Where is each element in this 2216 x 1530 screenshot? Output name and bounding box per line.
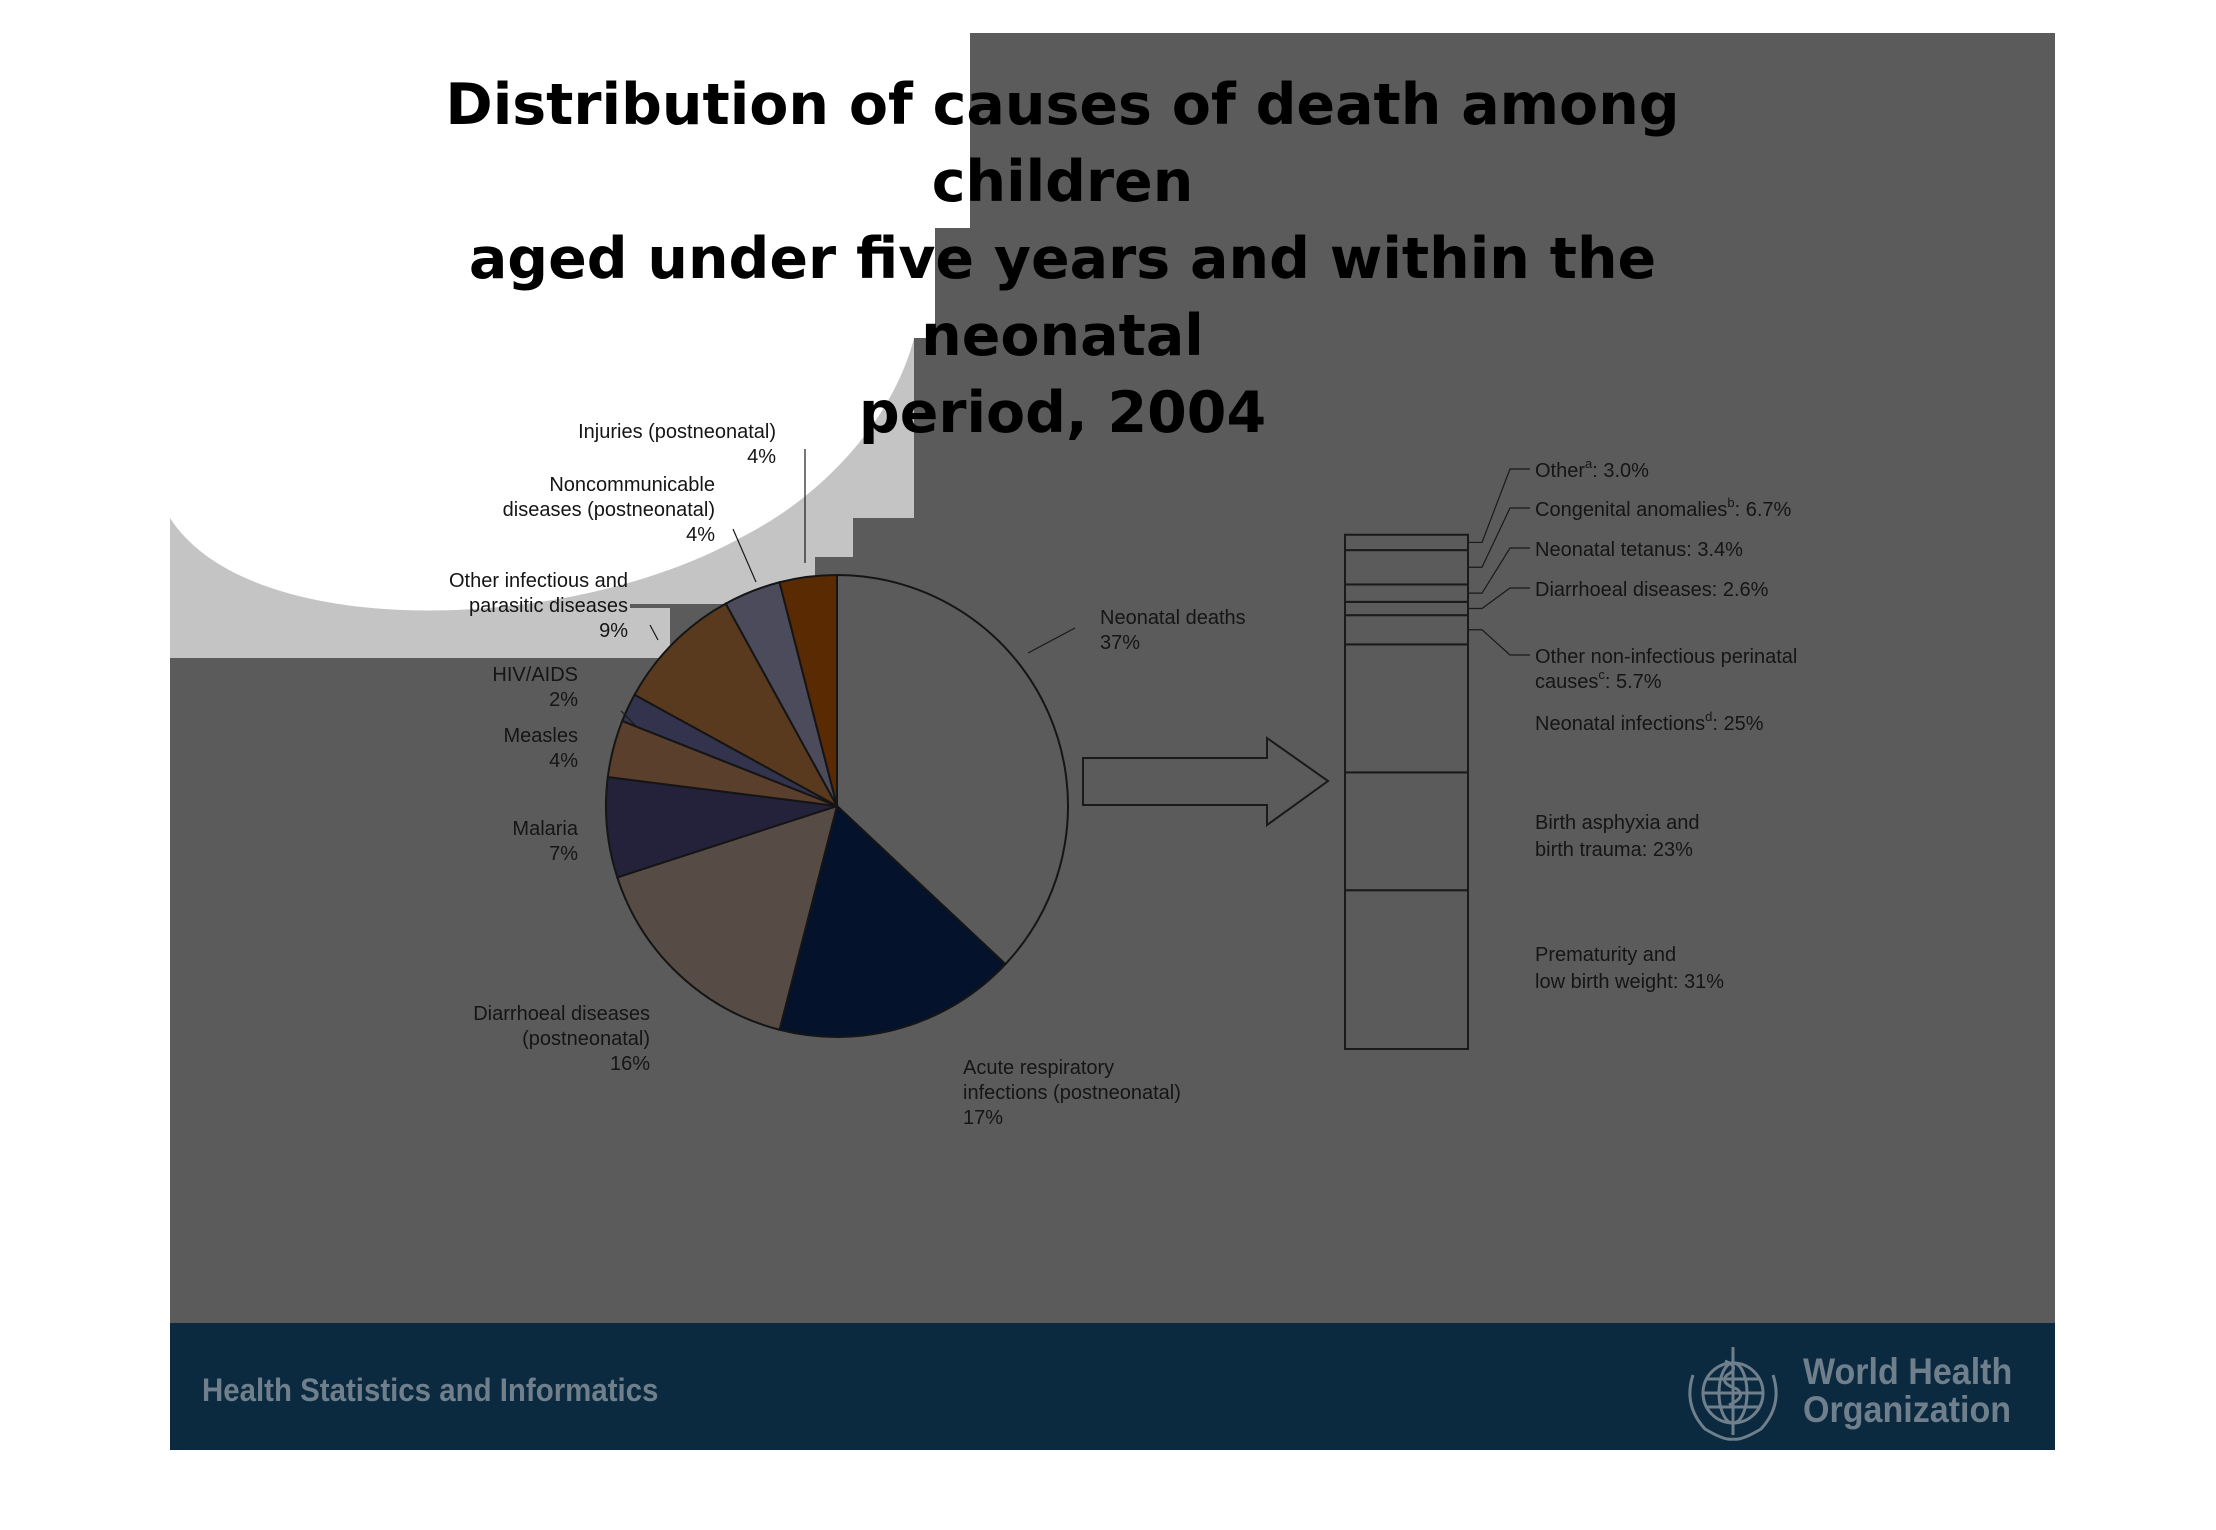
bar-segment (1345, 584, 1468, 601)
bar-segment-label: Prematurity and low birth weight: 31% (1535, 944, 1724, 993)
leader-line (733, 529, 756, 582)
bar-segment (1345, 550, 1468, 584)
footer-bar (170, 1323, 2055, 1450)
title-line-3: period, 2004 (858, 380, 1267, 446)
bar-segment (1345, 535, 1468, 550)
leader-line (650, 625, 658, 640)
leader-line (1468, 630, 1530, 655)
leader-line (1468, 548, 1530, 593)
bar-segment (1345, 772, 1468, 890)
chart-area (170, 33, 2055, 1323)
bar-segment-label: Neonatal infections$^d$: 25% (1535, 709, 1764, 735)
stacked-bar (1345, 535, 1468, 1049)
bar-segment (1345, 615, 1468, 644)
pie-slice-label: Malaria 7% (512, 818, 578, 865)
pie-slice-label: Other infectious and parasitic diseases 9% (449, 570, 628, 642)
pie-slice-label: Noncommunicable diseases (postneonatal) 4% (502, 474, 715, 546)
pie-slice-label: Measles 4% (503, 725, 578, 772)
who-name (1803, 1353, 2012, 1429)
bar-segment (1345, 644, 1468, 772)
bar-segment-label: Other$^a$: 3.0% (1535, 456, 1649, 482)
bar-segment (1345, 890, 1468, 1049)
pie-slice-label: Neonatal deaths 37% (1100, 607, 1246, 654)
bar-segment-label: Diarrhoeal diseases: 2.6% (1535, 579, 1769, 601)
slide (170, 33, 2055, 1450)
bar-segment-label: Neonatal tetanus: 3.4% (1535, 539, 1743, 561)
bar-segment (1345, 602, 1468, 615)
who-logo (1675, 1335, 2035, 1445)
who-emblem-icon (1675, 1335, 1795, 1445)
pie-slice-label: HIV/AIDS 2% (492, 664, 578, 711)
arrow-shape (1083, 738, 1328, 825)
leader-line (1468, 588, 1530, 609)
pie-slice-label: Acute respiratory infections (postneonatal) 17% (963, 1057, 1181, 1129)
pie-slice-label: Diarrhoeal diseases (postneonatal) 16% (473, 1003, 650, 1075)
who-name-line-2: Organization (1803, 1389, 2012, 1430)
pie-chart (606, 575, 1068, 1037)
title-line-1: Distribution of causes of death among children (445, 72, 1680, 215)
bar-segment-label: Birth asphyxia and birth trauma: 23% (1535, 812, 1700, 861)
pie-slice-label: Injuries (postneonatal) 4% (578, 421, 776, 468)
footer-text: Health Statistics and Informatics (202, 1372, 659, 1408)
leader-line (1028, 628, 1075, 653)
bar-segment-label: Congenital anomalies$^b$: 6.7% (1535, 495, 1792, 521)
bar-segment-label: Other non-infectious perinatal causes$^c$: 5.7% (1535, 646, 1798, 693)
who-name-line-1: World Health (1803, 1351, 2013, 1392)
stacked-bar-labels (1468, 456, 1797, 993)
title-line-2: aged under five years and within the neonatal (468, 226, 1657, 369)
leader-line (1468, 508, 1530, 567)
